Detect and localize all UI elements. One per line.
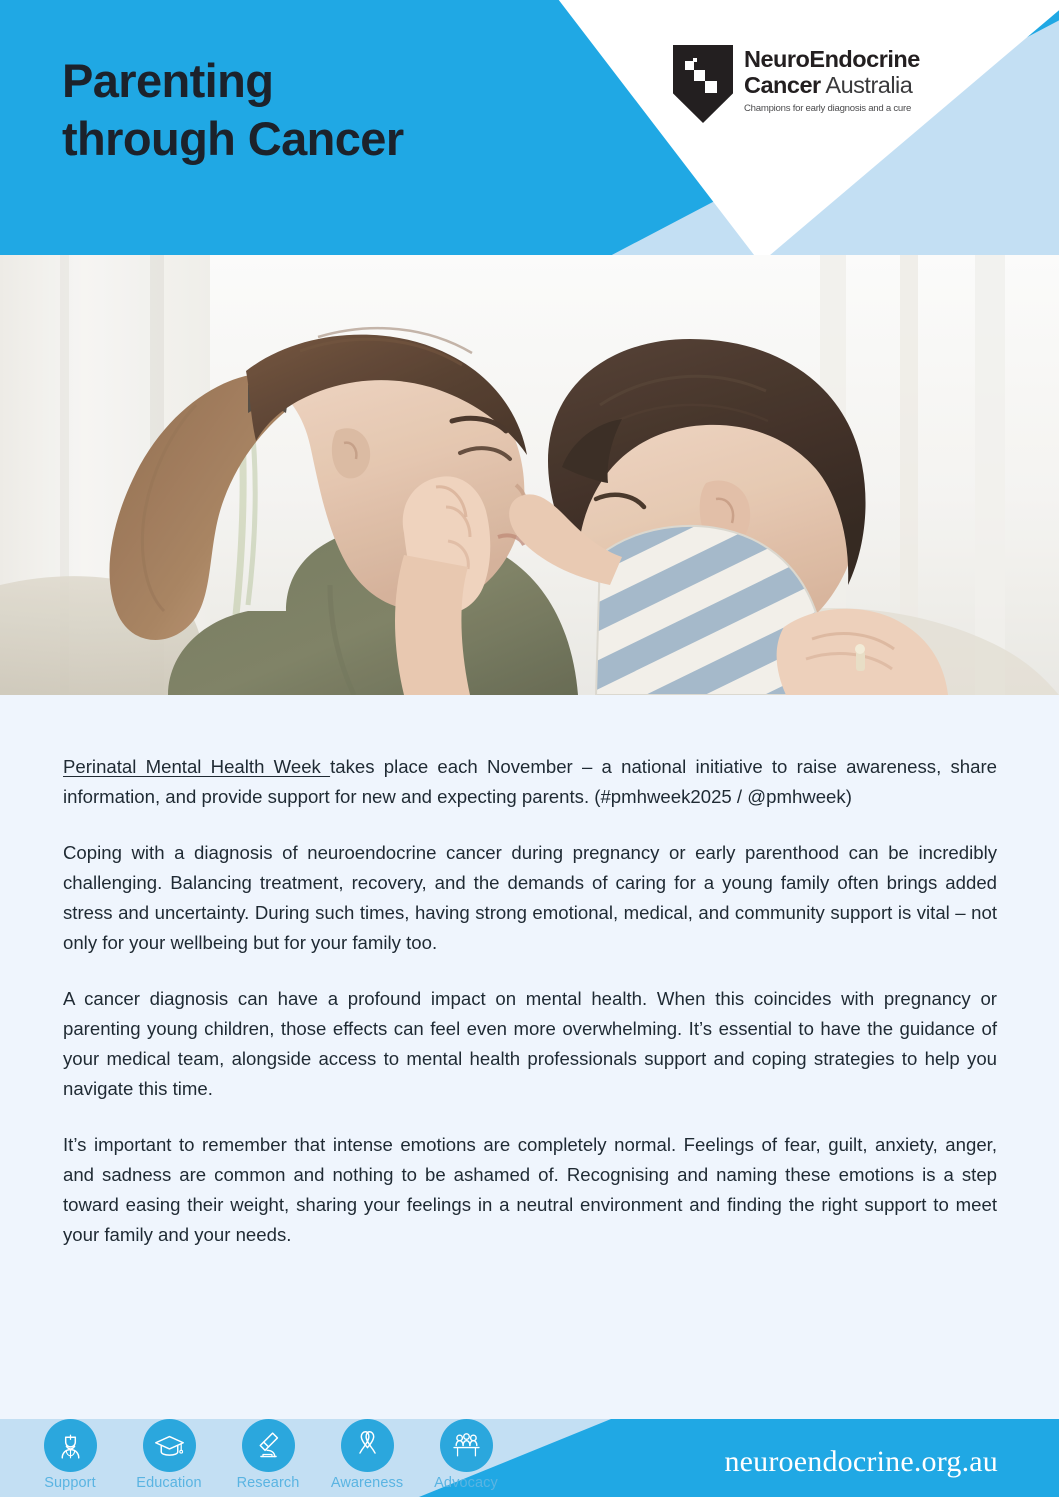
paragraph-1 <box>63 752 997 812</box>
body-content <box>63 752 997 1250</box>
pillar-advocacy[interactable] <box>428 1419 504 1491</box>
organisation-logo <box>673 45 920 123</box>
page-title-line-2: through Cancer <box>62 112 404 165</box>
ribbon-icon <box>341 1419 394 1472</box>
logo-line-2-regular: Australia <box>825 72 913 98</box>
pillar-advocacy-label: Advocacy <box>434 1475 498 1491</box>
logo-wordmark <box>744 45 920 114</box>
pillar-awareness[interactable] <box>329 1419 405 1491</box>
pillar-education-label: Education <box>136 1475 202 1491</box>
paragraph-1-text: takes place each November – a national initiative to raise awareness, share information, and provide support for new and expecting parents. (#pmhweek2025 / @pmhweek) <box>63 756 997 807</box>
microscope-icon <box>242 1419 295 1472</box>
pillar-support[interactable] <box>32 1419 108 1491</box>
logo-shield-icon <box>673 45 733 123</box>
paragraph-1-underlined-lead: Perinatal Mental Health Week <box>63 756 331 777</box>
website-url[interactable]: neuroendocrine.org.au <box>724 1445 998 1478</box>
logo-tagline: Champions for early diagnosis and a cure <box>744 103 912 114</box>
paragraph-2: Coping with a diagnosis of neuroendocrine cancer during pregnancy or early parenthood can be incredibly challenging. Balancing treatment, recovery, and the demands of caring for a young family often brings added stress and uncertainty. During such times, having strong emotional, medical, and community support is vital – not only for your wellbeing but for your family too. <box>63 842 997 953</box>
logo-line-2 <box>744 72 920 99</box>
header-banner <box>0 0 1059 255</box>
graduation-cap-icon <box>143 1419 196 1472</box>
logo-line-1: NeuroEndocrine <box>744 46 920 72</box>
advocacy-table-icon <box>440 1419 493 1472</box>
paragraph-4: It’s important to remember that intense emotions are completely normal. Feelings of fear, guilt, anxiety, anger, and sadness are common and nothing to be ashamed of. Recognising and naming these emotions is a step toward easing their weight, sharing your feelings in a neutral environment and finding the right support to meet your family and your needs. <box>63 1134 997 1245</box>
hero-photo <box>0 255 1059 695</box>
pillar-research[interactable] <box>230 1419 306 1491</box>
pillar-support-label: Support <box>44 1475 96 1491</box>
hero-photo-illustration <box>0 255 1059 695</box>
page-title-line-1: Parenting <box>62 54 274 107</box>
pillars-list <box>32 1419 504 1491</box>
nurse-icon <box>44 1419 97 1472</box>
pillar-education[interactable] <box>131 1419 207 1491</box>
footer <box>0 1405 1059 1497</box>
logo-line-2-bold: Cancer <box>744 72 821 98</box>
pillar-awareness-label: Awareness <box>330 1475 404 1491</box>
page-title <box>62 52 532 168</box>
paragraph-3: A cancer diagnosis can have a profound impact on mental health. When this coincides with pregnancy or parenting young children, those effects can feel even more overwhelming. It’s essential to have the guidance of your medical team, alongside access to mental health professionals support and coping strategies to help you navigate this time. <box>63 988 997 1099</box>
pillar-research-label: Research <box>236 1475 300 1491</box>
